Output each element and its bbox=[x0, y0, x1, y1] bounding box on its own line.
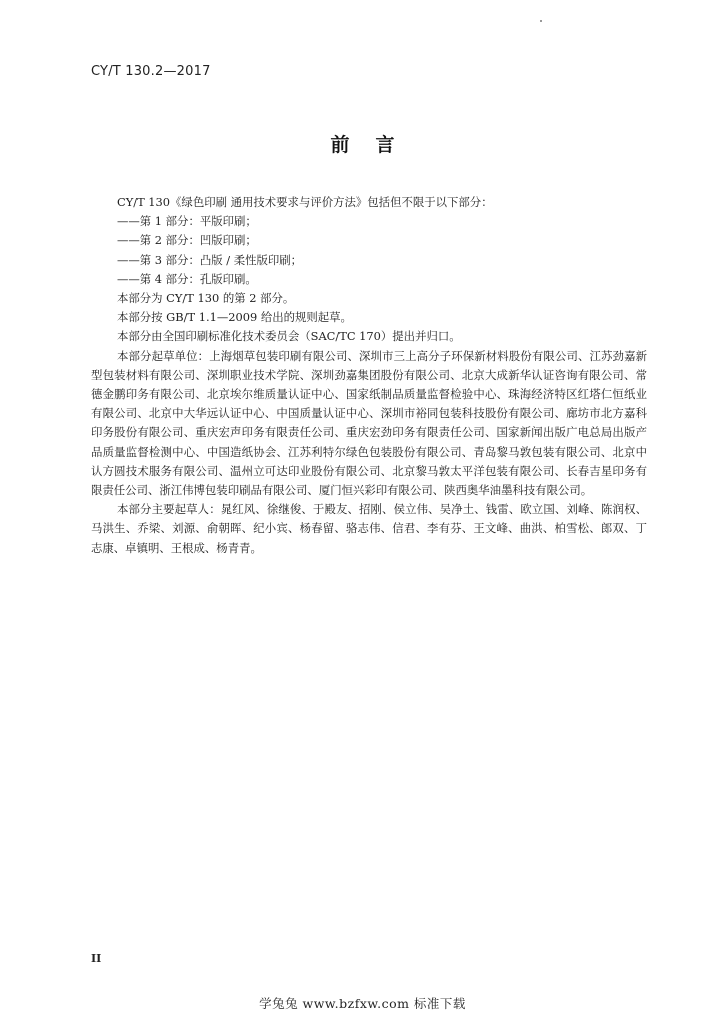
list-item-part-4: ——第 4 部分：孔版印刷。 bbox=[117, 271, 257, 286]
list-item-part-2: ——第 2 部分：凹版印刷； bbox=[117, 233, 257, 248]
list-item-part-3: ——第 3 部分：凸版 / 柔性版印刷； bbox=[117, 252, 303, 267]
intro-paragraph: CY/T 130《绿色印刷 通用技术要求与评价方法》包括但不限于以下部分： bbox=[117, 195, 493, 209]
proposer-statement: 本部分由全国印刷标准化技术委员会（SAC/TC 170）提出并归口。 bbox=[117, 329, 461, 344]
document-code: CY/T 130.2—2017 bbox=[91, 64, 211, 79]
watermark-footer: 学兔兔 www.bzfxw.com 标准下载 bbox=[259, 996, 466, 1011]
page-number: II bbox=[91, 952, 102, 965]
page-title: 前言 bbox=[330, 134, 421, 156]
list-item-part-1: ——第 1 部分：平版印刷； bbox=[117, 214, 257, 229]
part-statement: 本部分为 CY/T 130 的第 2 部分。 bbox=[117, 291, 295, 306]
main-drafters: 本部分主要起草人：晁红风、徐继俊、于殿友、招刚、侯立伟、吴净土、钱雷、欧立国、刘峰、陈润权、马洪生、乔梁、刘源、俞朝晖、纪小宾、杨春留、骆志伟、信君、李有芬、王文峰、曲洪、柏雪松、郎双、丁志康、卓镇明、王根成、杨青青。 bbox=[91, 502, 647, 555]
drafting-units: 本部分起草单位：上海烟草包装印刷有限公司、深圳市三上高分子环保新材料股份有限公司、江苏劲嘉新型包装材料有限公司、深圳职业技术学院、深圳劲嘉集团股份有限公司、北京大成新华认证咨询有限公司、常德金鹏印务有限公司、北京埃尔维质量认证中心、国家纸制品质量监督检验中心、珠海经济特区红塔仁恒纸业有限公司、北京中大华远认证中心、中国质量认证中心、深圳市裕同包装科技股份有限公司、廊坊市北方嘉科印务股份有限公司、重庆宏声印务有限责任公司、重庆宏劲印务有限责任公司、国家新闻出版广电总局出版产品质量监督检测中心、中国造纸协会、江苏利特尔绿色包装股份有限公司、青岛黎马敦包装有限公司、北京中认方圆技术服务有限公司、温州立可达印业股份有限公司、北京黎马敦太平洋包装有限公司、长春吉星印务有限责任公司、浙江伟博包装印刷品有限公司、厦门恒兴彩印有限公司、陕西奥华油墨科技有限公司。 bbox=[91, 348, 647, 498]
drafting-rules: 本部分按 GB/T 1.1—2009 给出的规则起草。 bbox=[117, 310, 352, 325]
scan-speck bbox=[540, 20, 542, 22]
foreword-body bbox=[91, 193, 647, 558]
